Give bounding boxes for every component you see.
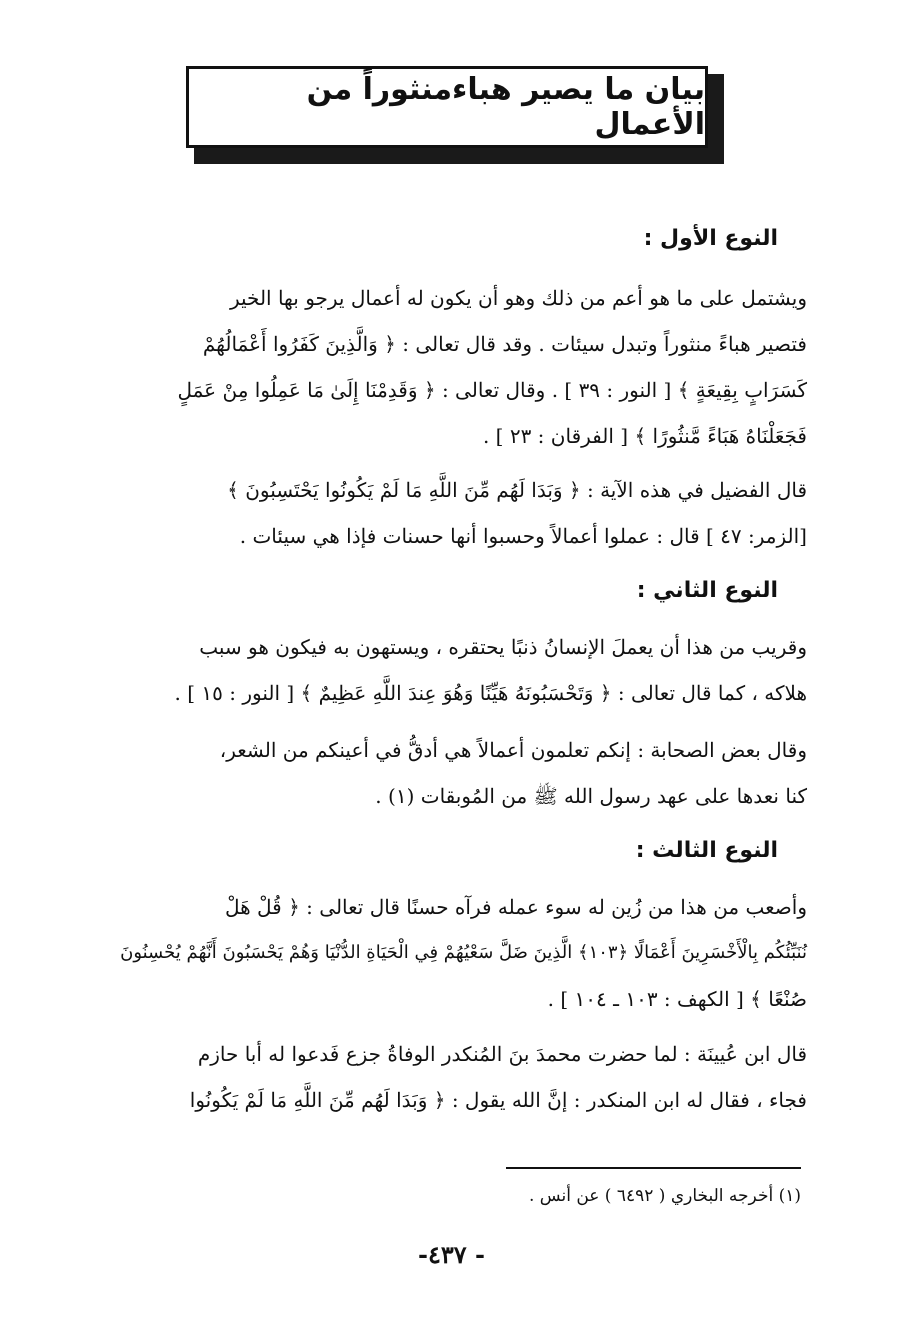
section-2-paragraph-1 xyxy=(72,624,807,716)
section-1-paragraph-1 xyxy=(72,275,807,459)
chapter-title: بيان ما يصير هباءمنثوراً من الأعمال xyxy=(306,72,705,142)
text-line: نُنَبِّئُكُم بِالْأَخْسَرِينَ أَعْمَالًا ﴿١٠٣﴾ الَّذِينَ ضَلَّ سَعْيُهُمْ فِي الْحَيَاةِ الدُّنْيَا وَهُمْ يَحْسَبُونَ أَنَّهُمْ يُحْسِنُونَ xyxy=(120,942,807,963)
text-line: وقريب من هذا أن يعملَ الإنسانُ ذنبًا يحتقره ، ويستهون به فيكون هو سبب xyxy=(199,635,807,659)
footnote-divider xyxy=(506,1167,801,1169)
footnote: (١) أخرجه البخاري ( ٦٤٩٢ ) عن أنس . xyxy=(528,1186,801,1206)
text-line: قال ابن عُيينَة : لما حضرت محمدَ بنَ المُنكدر الوفاةُ جزع فَدعوا له أبا حازم xyxy=(197,1042,807,1066)
section-3-paragraph-1 xyxy=(72,884,807,1022)
section-heading-3: النوع الثالث : xyxy=(635,838,778,863)
section-3-paragraph-2 xyxy=(72,1031,807,1123)
text-line: كنا نعدها على عهد رسول الله ﷺ من المُوبقات (١) . xyxy=(375,784,807,808)
text-line: كَسَرَابٍ بِقِيعَةٍ ﴾ [ النور : ٣٩ ] . وقال تعالى : ﴿ وَقَدِمْنَا إِلَىٰ مَا عَمِلُوا مِنْ عَمَلٍ xyxy=(177,378,807,402)
section-1-paragraph-2 xyxy=(72,467,807,559)
text-line: قال الفضيل في هذه الآية : ﴿ وَبَدَا لَهُم مِّنَ اللَّهِ مَا لَمْ يَكُونُوا يَحْتَسِبُونَ ﴾ xyxy=(227,478,807,502)
text-line: ويشتمل على ما هو أعم من ذلك وهو أن يكون له أعمال يرجو بها الخير xyxy=(229,286,807,310)
chapter-title-frame xyxy=(186,66,731,166)
section-heading-2: النوع الثاني : xyxy=(636,578,778,603)
page-number: - ٤٣٧- xyxy=(418,1240,485,1269)
text-line: صُنْعًا ﴾ [ الكهف : ١٠٣ ـ ١٠٤ ] . xyxy=(547,987,807,1011)
section-heading-1: النوع الأول : xyxy=(643,226,778,251)
text-line: فتصير هباءً منثوراً وتبدل سيئات . وقد قال تعالى : ﴿ وَالَّذِينَ كَفَرُوا أَعْمَالُهُمْ xyxy=(202,332,807,356)
text-line: فجاء ، فقال له ابن المنكدر : إنَّ الله يقول : ﴿ وَبَدَا لَهُم مِّنَ اللَّهِ مَا لَمْ يَكُونُوا xyxy=(189,1088,807,1112)
text-line: وأصعب من هذا من زُين له سوء عمله فرآه حسنًا قال تعالى : ﴿ قُلْ هَلْ xyxy=(224,895,807,919)
text-line: [الزمر: ٤٧ ] قال : عملوا أعمالاً وحسبوا أنها حسنات فإذا هي سيئات . xyxy=(239,524,807,548)
section-2-paragraph-2 xyxy=(72,727,807,819)
title-box xyxy=(186,66,708,148)
text-line: هلاكه ، كما قال تعالى : ﴿ وَتَحْسَبُونَهُ هَيِّنًا وَهُوَ عِندَ اللَّهِ عَظِيمٌ ﴾ [ النور : ١٥ ] . xyxy=(174,681,807,705)
text-line: وقال بعض الصحابة : إنكم تعلمون أعمالاً هي أدقُّ في أعينكم من الشعر، xyxy=(219,738,807,762)
text-line: فَجَعَلْنَاهُ هَبَاءً مَّنثُورًا ﴾ [ الفرقان : ٢٣ ] . xyxy=(482,424,807,448)
